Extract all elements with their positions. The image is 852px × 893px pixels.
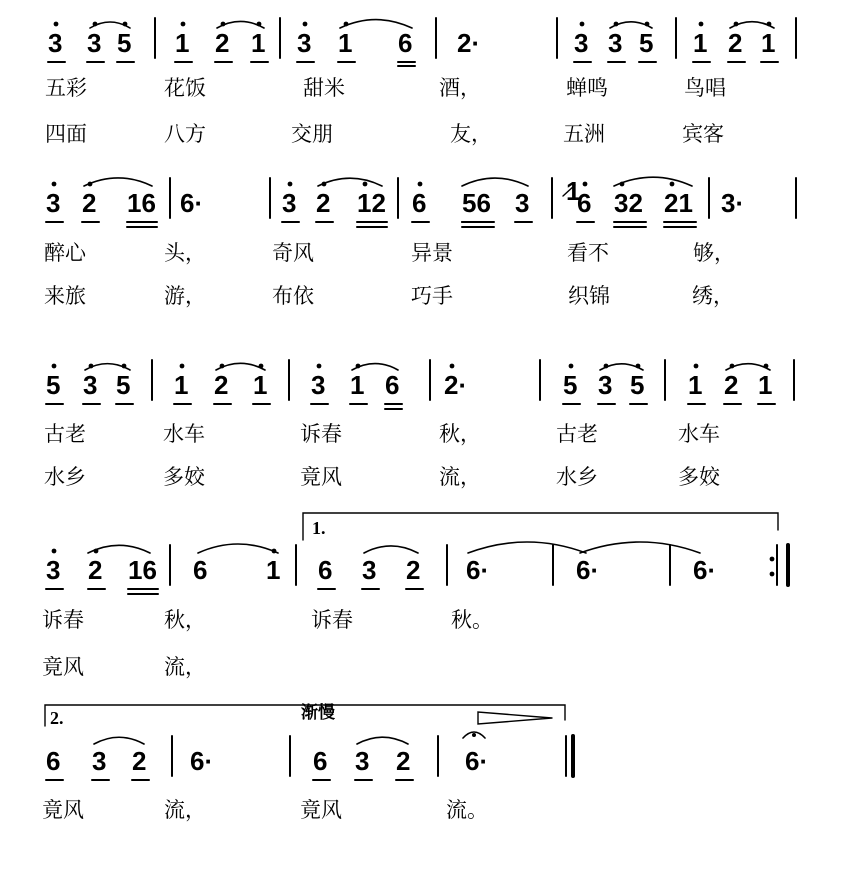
note: 5 [117, 28, 132, 58]
note: 6 [46, 746, 61, 776]
note: 1 [174, 370, 189, 400]
lyric-verse-2: 竟风 [300, 465, 342, 489]
note: 3 [598, 370, 613, 400]
note: 5 [630, 370, 645, 400]
fermata-dot [472, 733, 476, 737]
slur [340, 20, 412, 28]
lyric-verse-1: 异景 [411, 241, 453, 265]
note: 1 [175, 28, 190, 58]
lyric-verse-1: 古老 [556, 422, 598, 446]
note: 5 [116, 370, 131, 400]
note: 3· [721, 188, 745, 218]
note: 5 [639, 28, 654, 58]
note: 2 [396, 746, 411, 776]
octave-dot [569, 364, 574, 369]
lyric-verse-1: 醉心 [44, 241, 86, 265]
octave-dot [52, 364, 57, 369]
lyric-verse-1: 甜米 [303, 76, 345, 100]
lyric-verse-2: 竟风 [42, 655, 84, 679]
octave-dot [317, 364, 322, 369]
note: 5 [46, 370, 61, 400]
note: 2· [444, 370, 468, 400]
note: 1 [688, 370, 703, 400]
note: 3 [574, 28, 589, 58]
volta-bracket-1 [303, 513, 778, 540]
note: 2 [316, 188, 331, 218]
note: 1 [253, 370, 268, 400]
lyric-verse-2: 交朋 [291, 122, 333, 146]
note: 3 [46, 555, 61, 585]
note: 3 [282, 188, 297, 218]
note: 3 [46, 188, 61, 218]
note: 12 [357, 188, 386, 218]
note: 3 [87, 28, 102, 58]
note: 3 [362, 555, 377, 585]
slur [84, 178, 152, 186]
octave-dot [450, 364, 455, 369]
note: 6· [180, 188, 204, 218]
lyric-verse-1: 诉春 [311, 608, 353, 632]
lyric-verse-1: 秋， [439, 422, 481, 446]
note: 6· [576, 555, 600, 585]
slur [198, 544, 278, 553]
lyric-verse-1: 古老 [44, 422, 86, 446]
lyric-verse-1: 够， [693, 241, 735, 265]
volta-label-2: 2. [50, 708, 64, 728]
note: 2 [406, 555, 421, 585]
note: 3 [355, 746, 370, 776]
lyric-verse-2: 布依 [272, 284, 314, 308]
lyric-verse-1: 头， [164, 241, 206, 265]
repeat-dot [770, 557, 775, 562]
slur [364, 546, 418, 553]
note: 3 [297, 28, 312, 58]
lyric-verse-1: 竟风 [42, 798, 84, 822]
lyric-verse-1: 诉春 [300, 422, 342, 446]
lyric-verse-2: 流， [164, 655, 206, 679]
slur [318, 178, 382, 186]
lyric-verse-1: 鸟唱 [684, 76, 726, 100]
note: 6 [398, 28, 413, 58]
lyric-verse-2: 绣， [692, 284, 734, 308]
note: 6 [313, 746, 328, 776]
grace-note: 1 [566, 176, 581, 206]
lyric-verse-1: 奇风 [272, 241, 314, 265]
slur [614, 177, 692, 186]
note: 1 [338, 28, 353, 58]
slur [580, 542, 700, 553]
lyric-verse-1: 水车 [163, 422, 205, 446]
note: 6 [318, 555, 333, 585]
note: 2 [214, 370, 229, 400]
octave-dot [52, 549, 57, 554]
note: 3 [608, 28, 623, 58]
lyric-verse-1: 花饭 [164, 76, 206, 100]
lyric-verse-2: 宾客 [682, 122, 724, 146]
tempo-mark: 渐慢 [301, 703, 335, 722]
volta-label-1: 1. [312, 518, 326, 538]
note: 3 [311, 370, 326, 400]
note: 3 [83, 370, 98, 400]
note: 3 [92, 746, 107, 776]
lyric-verse-2: 多姣 [163, 465, 205, 489]
lyric-verse-2: 水乡 [556, 465, 598, 489]
octave-dot [583, 182, 588, 187]
lyric-verse-2: 流， [439, 465, 481, 489]
note: 6· [466, 555, 490, 585]
note: 6 [577, 188, 592, 218]
note: 6 [193, 555, 208, 585]
note: 6 [385, 370, 400, 400]
lyric-verse-1: 秋， [164, 608, 206, 632]
octave-dot [180, 364, 185, 369]
note: 2 [215, 28, 230, 58]
lyric-verse-2: 五洲 [563, 122, 605, 146]
octave-dot [418, 182, 423, 187]
note: 16 [127, 188, 156, 218]
octave-dot [181, 22, 186, 27]
note: 21 [664, 188, 693, 218]
note: 1 [350, 370, 365, 400]
octave-dot [694, 364, 699, 369]
lyric-verse-1: 秋。 [451, 608, 493, 632]
note: 1 [266, 555, 281, 585]
octave-dot [303, 22, 308, 27]
note: 56 [462, 188, 491, 218]
note: 3 [515, 188, 530, 218]
note: 2 [132, 746, 147, 776]
lyric-verse-2: 八方 [164, 122, 206, 146]
note: 32 [614, 188, 643, 218]
lyric-verse-1: 流。 [446, 798, 488, 822]
slur [94, 737, 144, 744]
octave-dot [288, 182, 293, 187]
note: 3 [48, 28, 63, 58]
lyric-verse-2: 多姣 [678, 465, 720, 489]
note: 2 [728, 28, 743, 58]
lyric-verse-1: 蝉鸣 [566, 76, 608, 100]
repeat-dot [770, 572, 775, 577]
octave-dot [580, 22, 585, 27]
lyric-verse-2: 织锦 [568, 284, 610, 308]
lyric-verse-1: 看不 [567, 241, 609, 265]
note: 6· [190, 746, 214, 776]
slur [462, 178, 528, 186]
octave-dot [699, 22, 704, 27]
note: 2 [88, 555, 103, 585]
lyric-verse-1: 诉春 [42, 608, 84, 632]
lyric-verse-1: 五彩 [45, 76, 87, 100]
lyric-verse-1: 酒， [439, 76, 481, 100]
slur [468, 542, 586, 553]
note: 5 [563, 370, 578, 400]
note: 16 [128, 555, 157, 585]
lyric-verse-2: 巧手 [411, 284, 453, 308]
note: 2· [457, 28, 481, 58]
lyric-verse-2: 四面 [45, 122, 87, 146]
note: 6· [693, 555, 717, 585]
note: 2 [724, 370, 739, 400]
octave-dot [54, 22, 59, 27]
lyric-verse-2: 来旅 [44, 284, 86, 308]
note: 1 [693, 28, 708, 58]
lyric-verse-1: 流， [164, 798, 206, 822]
decrescendo-hairpin [478, 712, 552, 724]
lyric-verse-2: 游， [164, 284, 206, 308]
note: 1 [251, 28, 266, 58]
lyric-verse-1: 水车 [678, 422, 720, 446]
slur [357, 737, 408, 744]
lyric-verse-1: 竟风 [300, 798, 342, 822]
lyric-verse-2: 友， [450, 122, 492, 146]
octave-dot [670, 182, 675, 187]
octave-dot [52, 182, 57, 187]
note: 1 [761, 28, 776, 58]
lyric-verse-2: 水乡 [44, 465, 86, 489]
octave-dot [363, 182, 368, 187]
note: 2 [82, 188, 97, 218]
note: 6· [465, 746, 489, 776]
note: 1 [758, 370, 773, 400]
note: 6 [412, 188, 427, 218]
